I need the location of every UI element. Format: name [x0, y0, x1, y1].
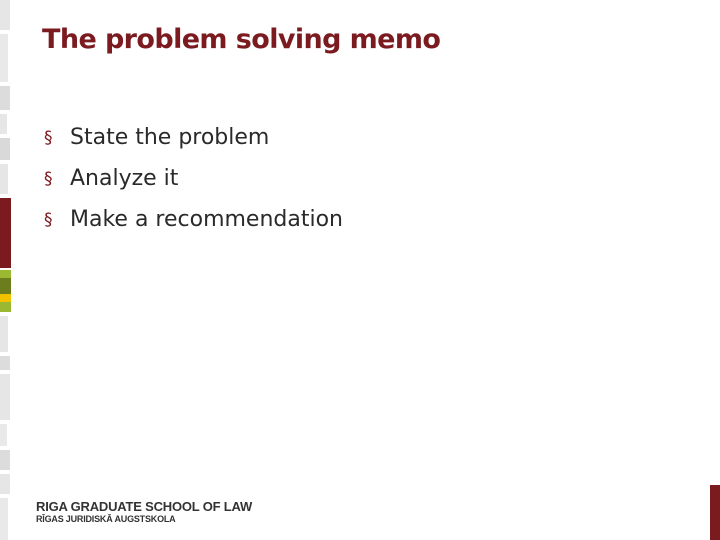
- corner-accent-bar: [710, 485, 720, 540]
- bullet-text: Analyze it: [70, 166, 179, 191]
- logo-line-latvian: RĪGAS JURIDISKĀ AUGSTSKOLA: [36, 514, 176, 524]
- bullet-text: State the problem: [70, 125, 270, 150]
- bullet-marker: §: [44, 209, 53, 230]
- slide-title: The problem solving memo: [42, 24, 441, 55]
- bullet-item: [44, 158, 343, 199]
- decorative-side-strip: [0, 0, 12, 540]
- bullet-item: [44, 199, 343, 240]
- bullet-list: [44, 117, 343, 240]
- bullet-marker: §: [44, 168, 53, 189]
- logo-line-english: RIGA GRADUATE SCHOOL OF LAW: [36, 499, 253, 514]
- bullet-text: Make a recommendation: [70, 207, 344, 232]
- school-logo: [36, 500, 252, 524]
- bullet-marker: §: [44, 127, 53, 148]
- bullet-item: [44, 117, 343, 158]
